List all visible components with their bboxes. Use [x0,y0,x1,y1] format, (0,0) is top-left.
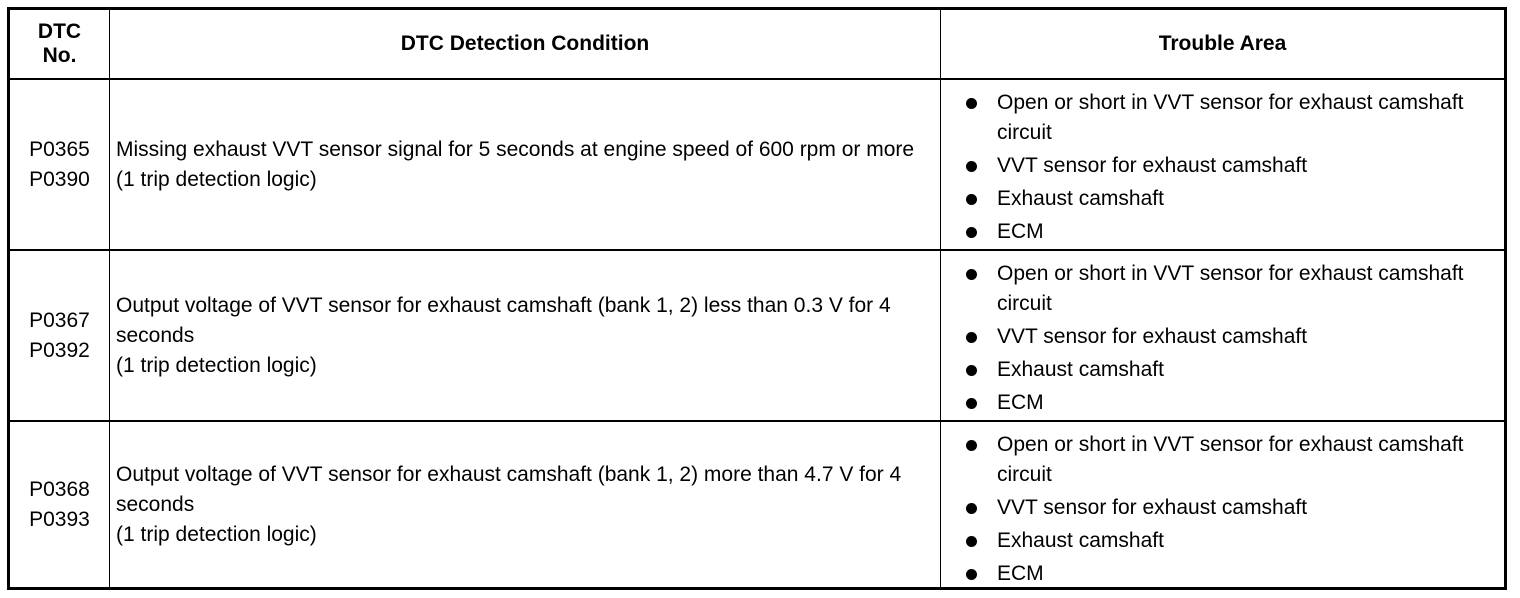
dtc-code: P0392 [29,338,90,362]
bullet-icon [966,440,977,451]
dtc-codes-cell [10,251,109,420]
list-item: Exhaust camshaft [941,355,1504,385]
list-item: VVT sensor for exhaust camshaft [941,151,1504,181]
logic-text: (1 trip detection logic) [116,353,317,377]
dtc-code: P0368 [29,477,90,501]
list-item: Exhaust camshaft [941,526,1504,556]
list-item: VVT sensor for exhaust camshaft [941,493,1504,523]
bullet-icon [966,398,977,409]
dtc-codes-cell [10,422,109,587]
dtc-code: P0390 [29,167,90,191]
dtc-code: P0367 [29,308,90,332]
list-item: Open or short in VVT sensor for exhaust camshaft circuit [941,259,1504,319]
condition-text: Missing exhaust VVT sensor signal for 5 seconds at engine speed of 600 rpm or more [116,137,915,161]
list-item: ECM [941,559,1504,589]
logic-text: (1 trip detection logic) [116,167,317,191]
bullet-icon [966,503,977,514]
header-dtc-no: DTC No. [37,20,82,67]
dtc-code: P0365 [29,137,90,161]
dtc-codes-cell [10,80,109,249]
bullet-icon [966,536,977,547]
header-detection-condition: DTC Detection Condition [400,32,650,55]
bullet-icon [966,569,977,580]
bullet-icon [966,227,977,238]
trouble-area-cell [941,422,1504,587]
trouble-area-cell [941,80,1504,249]
bullet-icon [966,365,977,376]
bullet-icon [966,194,977,205]
bullet-icon [966,269,977,280]
dtc-table [7,7,1507,590]
bullet-icon [966,332,977,343]
list-item: Exhaust camshaft [941,184,1504,214]
detection-condition-cell [110,80,940,249]
trouble-area-cell [941,251,1504,420]
logic-text: (1 trip detection logic) [116,522,317,546]
detection-condition-cell [110,251,940,420]
dtc-code: P0393 [29,507,90,531]
condition-text: Output voltage of VVT sensor for exhaust camshaft (bank 1, 2) more than 4.7 V for 4 seconds [116,462,902,516]
list-item: ECM [941,388,1504,418]
header-trouble-area: Trouble Area [1158,32,1287,55]
condition-text: Output voltage of VVT sensor for exhaust camshaft (bank 1, 2) less than 0.3 V for 4 seconds [116,293,891,347]
bullet-icon [966,98,977,109]
list-item: Open or short in VVT sensor for exhaust camshaft circuit [941,88,1504,148]
bullet-icon [966,161,977,172]
list-item: ECM [941,217,1504,247]
list-item: VVT sensor for exhaust camshaft [941,322,1504,352]
list-item: Open or short in VVT sensor for exhaust camshaft circuit [941,430,1504,490]
detection-condition-cell [110,422,940,587]
